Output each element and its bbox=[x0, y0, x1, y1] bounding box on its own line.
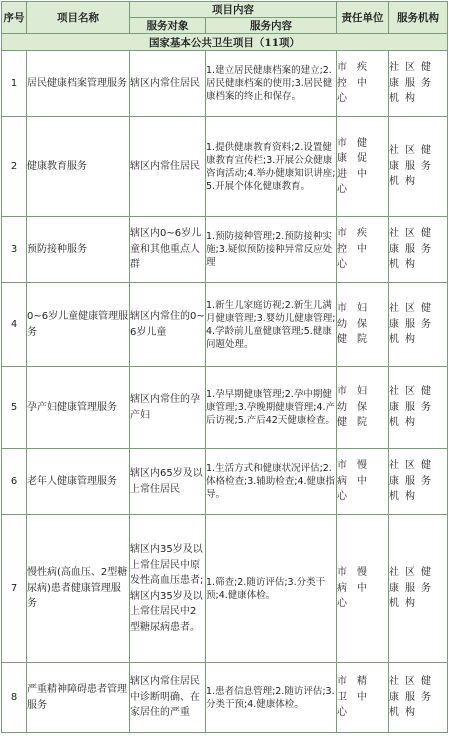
row-target: 辖区内常住居民中诊断明确、在家居住的严重 bbox=[130, 663, 206, 733]
table-row bbox=[2, 217, 448, 283]
header-name: 项目名称 bbox=[27, 2, 130, 34]
header-seq: 序号 bbox=[2, 2, 27, 34]
row-unit: 市疾控中心 bbox=[337, 217, 389, 283]
table-row bbox=[2, 449, 448, 515]
row-target: 辖区内常住的孕产妇 bbox=[130, 367, 206, 449]
row-name: 严重精神障碍患者管理服务 bbox=[27, 663, 130, 733]
row-name: 老年人健康管理服务 bbox=[27, 449, 130, 515]
row-seq: 6 bbox=[2, 449, 27, 515]
row-name: 0~6岁儿童健康管理服务 bbox=[27, 283, 130, 367]
row-name: 健康教育服务 bbox=[27, 117, 130, 217]
header-content: 服务内容 bbox=[206, 18, 337, 34]
table-row bbox=[2, 117, 448, 217]
row-content: 1.患者信息管理;2.随访评估;3.分类干预;4.健康体检。 bbox=[206, 663, 337, 733]
row-content: 1.新生儿家庭访视;2.新生儿满月健康管理;3.婴幼儿健康管理;4.学龄前儿童健康管理;5.健康问题处理。 bbox=[206, 283, 337, 367]
header-org: 服务机构 bbox=[389, 2, 448, 34]
row-unit: 市精卫中心 bbox=[337, 663, 389, 733]
row-content: 1.提供健康教育资料;2.设置健康教育宣传栏;3.开展公众健康咨询活动;4.举办健康知识讲座;5.开展个体化健康教育。 bbox=[206, 117, 337, 217]
row-org: 社区健康服务机构 bbox=[389, 217, 448, 283]
row-org: 社区健康服务机构 bbox=[389, 283, 448, 367]
row-content: 1.孕早期健康管理;2.孕中期健康管理;3.孕晚期健康管理;4.产后访视;5.产后42天健康检查。 bbox=[206, 367, 337, 449]
row-unit: 市健康促进中心 bbox=[337, 117, 389, 217]
row-content: 1.预防接种管理;2.预防接种实施;3.疑似预防接种异常反应处理 bbox=[206, 217, 337, 283]
row-org: 社区健康服务机构 bbox=[389, 51, 448, 117]
row-content: 1.建立居民健康档案的建立;2.居民健康档案的使用;3.居民健康档案的终止和保存。 bbox=[206, 51, 337, 117]
header-target: 服务对象 bbox=[130, 18, 206, 34]
row-org: 社区健康服务机构 bbox=[389, 449, 448, 515]
row-name: 孕产妇健康管理服务 bbox=[27, 367, 130, 449]
row-org: 社区健康服务机构 bbox=[389, 367, 448, 449]
row-target: 辖区内常住的0~6岁儿童 bbox=[130, 283, 206, 367]
row-unit: 市妇幼保健院 bbox=[337, 283, 389, 367]
row-target: 辖区内0~6岁儿童和其他重点人群 bbox=[130, 217, 206, 283]
table-row bbox=[2, 51, 448, 117]
section-title: 国家基本公共卫生项目（11项） bbox=[2, 34, 448, 51]
row-seq: 2 bbox=[2, 117, 27, 217]
row-seq: 8 bbox=[2, 663, 27, 733]
row-content: 1.生活方式和健康状况评估;2.体格检查;3.辅助检查;4.健康指导。 bbox=[206, 449, 337, 515]
row-name: 慢性病(高血压、2型糖尿病)患者健康管理服务 bbox=[27, 515, 130, 663]
table-row bbox=[2, 515, 448, 663]
row-seq: 4 bbox=[2, 283, 27, 367]
row-org: 社区健康服务机构 bbox=[389, 117, 448, 217]
service-table bbox=[1, 1, 448, 733]
table-row bbox=[2, 663, 448, 733]
header-unit: 责任单位 bbox=[337, 2, 389, 34]
row-unit: 市慢病中心 bbox=[337, 449, 389, 515]
row-org: 社区健康服务机构 bbox=[389, 663, 448, 733]
row-target: 辖区内65岁及以上常住居民 bbox=[130, 449, 206, 515]
row-target: 辖区内35岁及以上常住居民中原发性高血压患者;辖区内35岁及以上常住居民中2型糖尿病患者。 bbox=[130, 515, 206, 663]
row-seq: 1 bbox=[2, 51, 27, 117]
row-name: 居民健康档案管理服务 bbox=[27, 51, 130, 117]
row-seq: 7 bbox=[2, 515, 27, 663]
row-target: 辖区内常住居民 bbox=[130, 117, 206, 217]
row-unit: 市慢病中心 bbox=[337, 515, 389, 663]
row-org: 社区健康服务机构 bbox=[389, 515, 448, 663]
row-name: 预防接种服务 bbox=[27, 217, 130, 283]
row-seq: 3 bbox=[2, 217, 27, 283]
table-row bbox=[2, 367, 448, 449]
row-unit: 市妇幼保健院 bbox=[337, 367, 389, 449]
row-content: 1.筛查;2.随访评估;3.分类干预;4.健康体检。 bbox=[206, 515, 337, 663]
table-row bbox=[2, 283, 448, 367]
row-seq: 5 bbox=[2, 367, 27, 449]
row-unit: 市疾控中心 bbox=[337, 51, 389, 117]
header-content-group: 项目内容 bbox=[130, 2, 337, 18]
row-target: 辖区内常住居民 bbox=[130, 51, 206, 117]
